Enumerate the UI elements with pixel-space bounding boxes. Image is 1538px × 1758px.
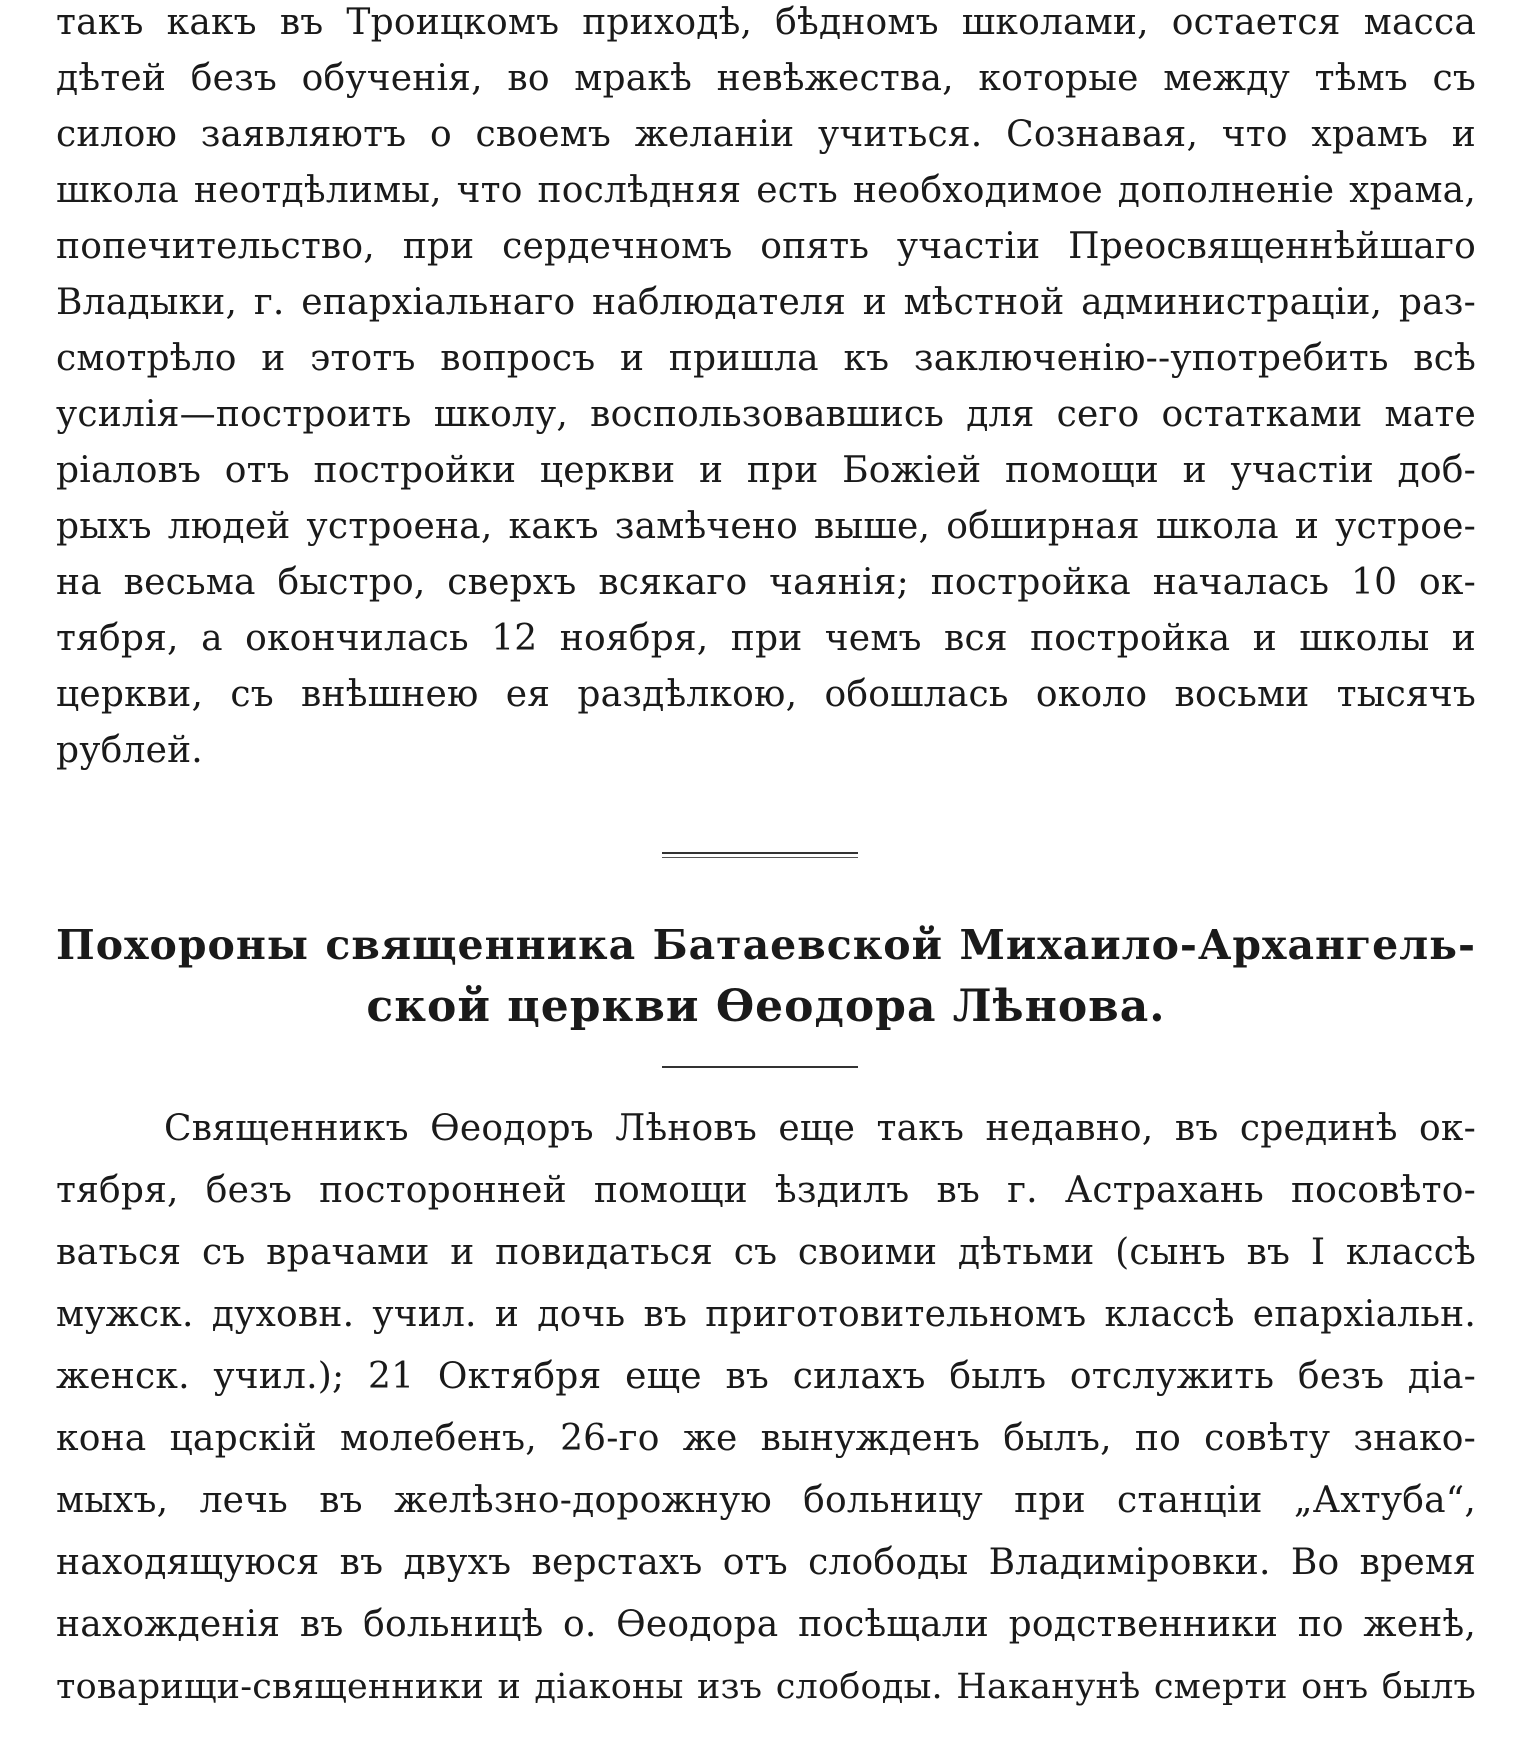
paragraph-line: церкви, съ внѣшнею ея раздѣлкою, обошлась около восьми тысячъ	[56, 674, 1476, 715]
article-body-line: кона царскій молебенъ, 26-го же вынужденъ былъ, по совѣту знако-	[56, 1418, 1476, 1459]
paragraph-line: тября, а окончилась 12 ноября, при чемъ вся постройка и школы и	[56, 618, 1476, 659]
paragraph-line: усилія—построить школу, воспользовавшись для сего остатками мате	[56, 394, 1476, 435]
paragraph-line: на весьма быстро, сверхъ всякаго чаянія; постройка началась 10 ок-	[56, 562, 1476, 603]
paragraph-line: силою заявляютъ о своемъ желаніи учиться. Сознавая, что храмъ и	[56, 114, 1476, 155]
article-title-line: Похороны священника Батаевской Михаило-Архангель-	[56, 921, 1476, 969]
paragraph-line: рыхъ людей устроена, какъ замѣчено выше, обширная школа и устрое-	[56, 506, 1476, 547]
paragraph-line: смотрѣло и этотъ вопросъ и пришла къ заключенію--употребить всѣ	[56, 338, 1476, 379]
title-divider	[662, 1066, 858, 1068]
article-body-line: тября, безъ посторонней помощи ѣздилъ въ г. Астрахань посовѣто-	[56, 1170, 1476, 1211]
article-title-line: ской церкви Ѳеодора Лѣнова.	[366, 981, 1166, 1032]
paragraph-line: рублей.	[56, 730, 203, 771]
article-body-line: мужск. духовн. учил. и дочь въ приготовительномъ классѣ епархіальн.	[56, 1294, 1476, 1335]
article-body-line: товарищи-священники и діаконы изъ слободы. Наканунѣ смерти онъ былъ	[56, 1667, 1476, 1707]
paragraph-line: такъ какъ въ Троицкомъ приходѣ, бѣдномъ школами, остается масса	[56, 2, 1476, 43]
article-body-line: женск. учил.); 21 Октября еще въ силахъ былъ отслужить безъ діа-	[56, 1356, 1476, 1397]
paragraph-line: ріаловъ отъ постройки церкви и при Божіей помощи и участіи доб-	[56, 450, 1476, 491]
article-body-line: нахожденія въ больницѣ о. Ѳеодора посѣщали родственники по женѣ,	[56, 1604, 1476, 1645]
article-body-line: мыхъ, лечь въ желѣзно-дорожную больницу при станціи „Ахтуба“,	[56, 1480, 1476, 1521]
paragraph-line: Владыки, г. епархіальнаго наблюдателя и мѣстной администраціи, раз-	[56, 282, 1476, 323]
article-body-line: ваться съ врачами и повидаться съ своими дѣтьми (сынъ въ I классѣ	[56, 1232, 1476, 1273]
paragraph-line: попечительство, при сердечномъ опять участіи Преосвященнѣйшаго	[56, 226, 1476, 267]
article-body-line: находящуюся въ двухъ верстахъ отъ слободы Владиміровки. Во время	[56, 1542, 1476, 1583]
section-divider	[662, 852, 858, 854]
paragraph-line: школа неотдѣлимы, что послѣдняя есть необходимое дополненіе храма,	[56, 170, 1476, 211]
paragraph-line: дѣтей безъ обученія, во мракѣ невѣжества, которые между тѣмъ съ	[56, 58, 1476, 99]
article-body-line: Священникъ Ѳеодоръ Лѣновъ еще такъ недавно, въ срединѣ ок-	[164, 1108, 1476, 1149]
